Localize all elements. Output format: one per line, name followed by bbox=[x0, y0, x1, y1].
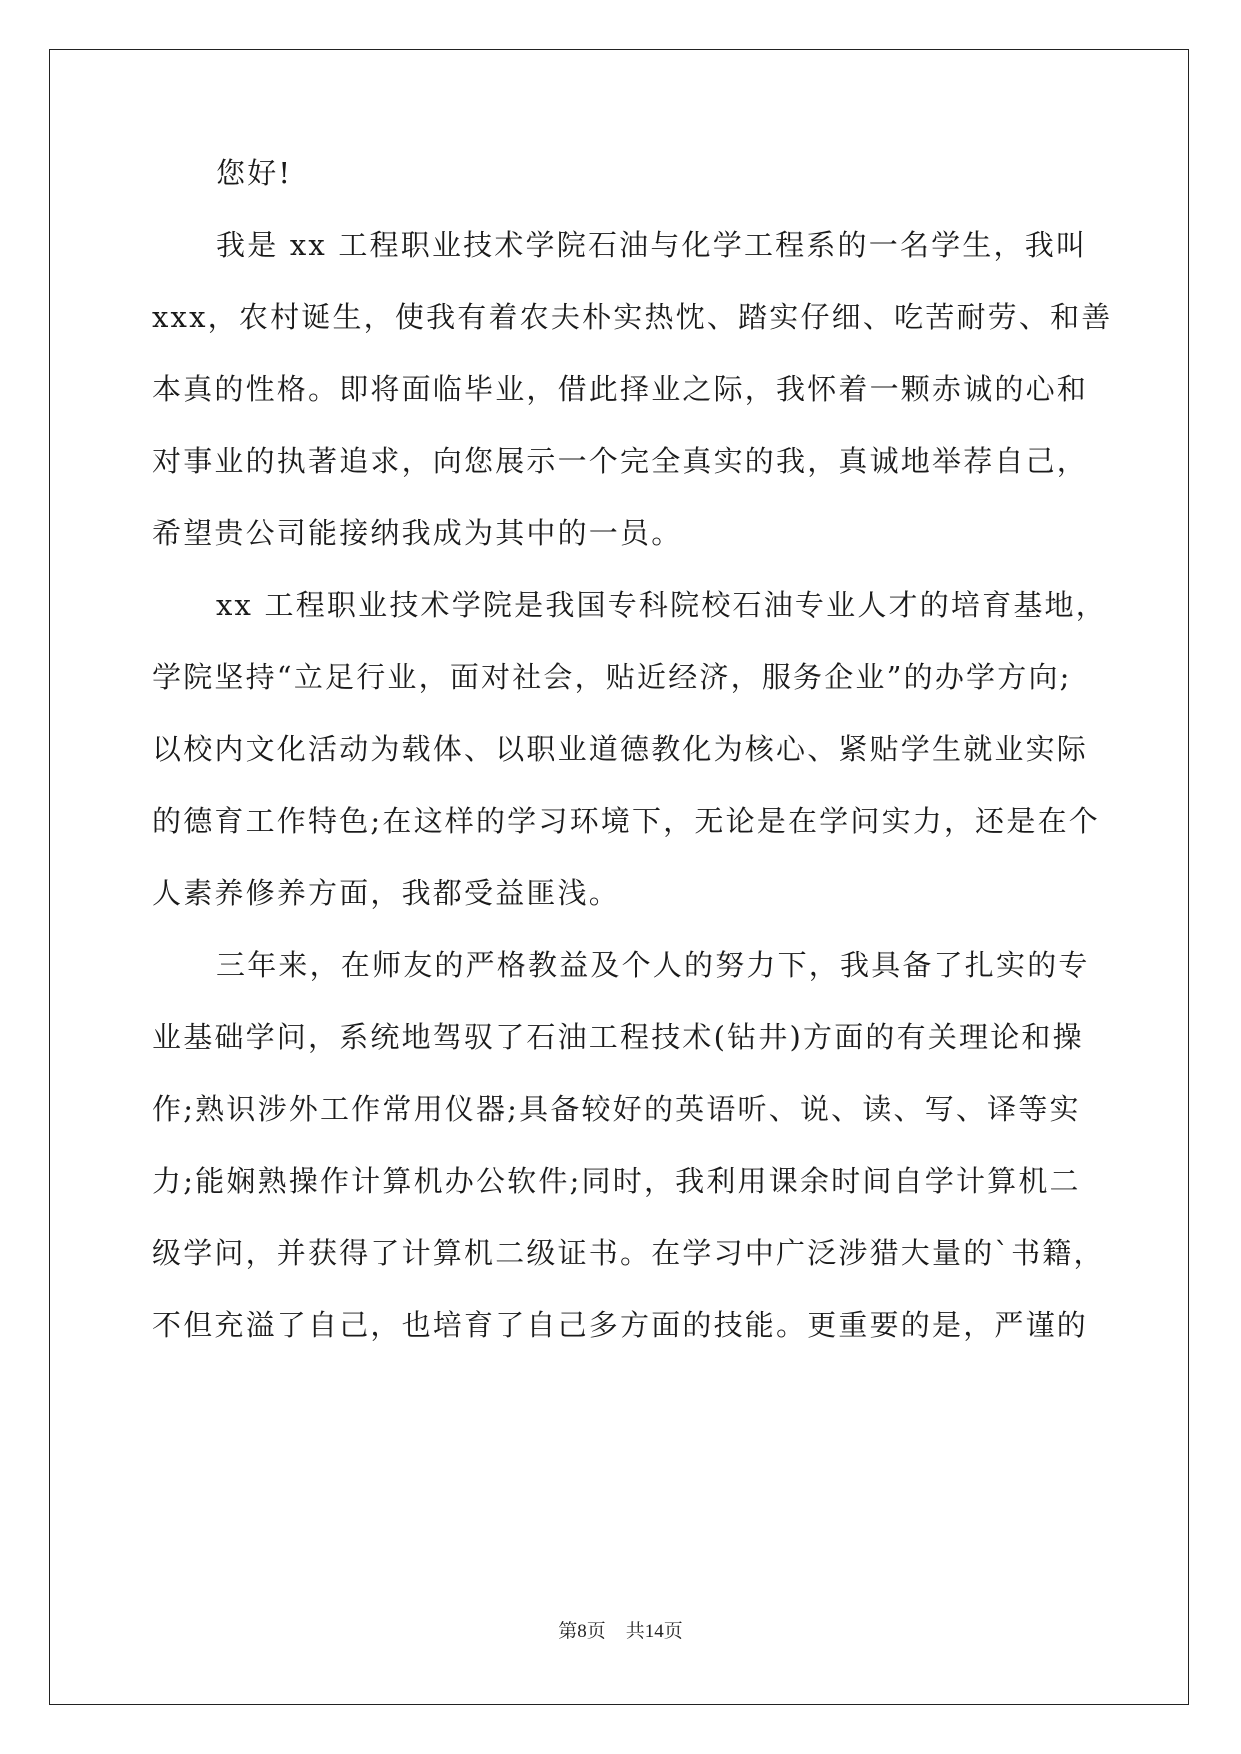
paragraph-2-line-4: 的德育工作特色;在这样的学习环境下，无论是在学问实力，还是在个 bbox=[152, 804, 1100, 838]
paragraph-3-line-5: 级学问，并获得了计算机二级证书。在学习中广泛涉猎大量的`书籍， bbox=[152, 1236, 1105, 1270]
paragraph-3-line-3: 作;熟识涉外工作常用仪器;具备较好的英语听、说、读、写、译等实 bbox=[152, 1092, 1081, 1126]
paragraph-2-line-1: xx 工程职业技术学院是我国专科院校石油专业人才的培育基地， bbox=[216, 588, 1107, 622]
paragraph-3-line-2: 业基础学问，系统地驾驭了石油工程技术(钻井)方面的有关理论和操 bbox=[152, 1020, 1084, 1054]
paragraph-1-line-3: 本真的性格。即将面临毕业，借此择业之际，我怀着一颗赤诚的心和 bbox=[152, 372, 1089, 406]
paragraph-1-line-4: 对事业的执著追求，向您展示一个完全真实的我，真诚地举荐自己， bbox=[152, 444, 1089, 478]
page-number-total: 共14页 bbox=[625, 1621, 683, 1642]
paragraph-3-line-6: 不但充溢了自己，也培育了自己多方面的技能。更重要的是，严谨的 bbox=[152, 1308, 1089, 1342]
greeting: 您好! bbox=[216, 156, 293, 190]
paragraph-2-line-5: 人素养修养方面，我都受益匪浅。 bbox=[152, 876, 621, 910]
paragraph-2-line-3: 以校内文化活动为载体、以职业道德教化为核心、紧贴学生就业实际 bbox=[152, 732, 1089, 766]
paragraph-2-line-2: 学院坚持“立足行业，面对社会，贴近经济，服务企业”的办学方向; bbox=[152, 660, 1072, 694]
paragraph-1-line-5: 希望贵公司能接纳我成为其中的一员。 bbox=[152, 516, 683, 550]
paragraph-3-line-1: 三年来，在师友的严格教益及个人的努力下，我具备了扎实的专 bbox=[216, 948, 1090, 982]
paragraph-1-line-1: 我是 xx 工程职业技术学院石油与化学工程系的一名学生，我叫 bbox=[216, 228, 1088, 262]
page-number-current: 第8页 bbox=[558, 1621, 606, 1642]
paragraph-3-line-4: 力;能娴熟操作计算机办公软件;同时，我利用课余时间自学计算机二 bbox=[152, 1164, 1081, 1198]
paragraph-1-line-2: xxx，农村诞生，使我有着农夫朴实热忱、踏实仔细、吃苦耐劳、和善 bbox=[152, 300, 1113, 334]
page-footer bbox=[0, 1620, 1241, 1644]
